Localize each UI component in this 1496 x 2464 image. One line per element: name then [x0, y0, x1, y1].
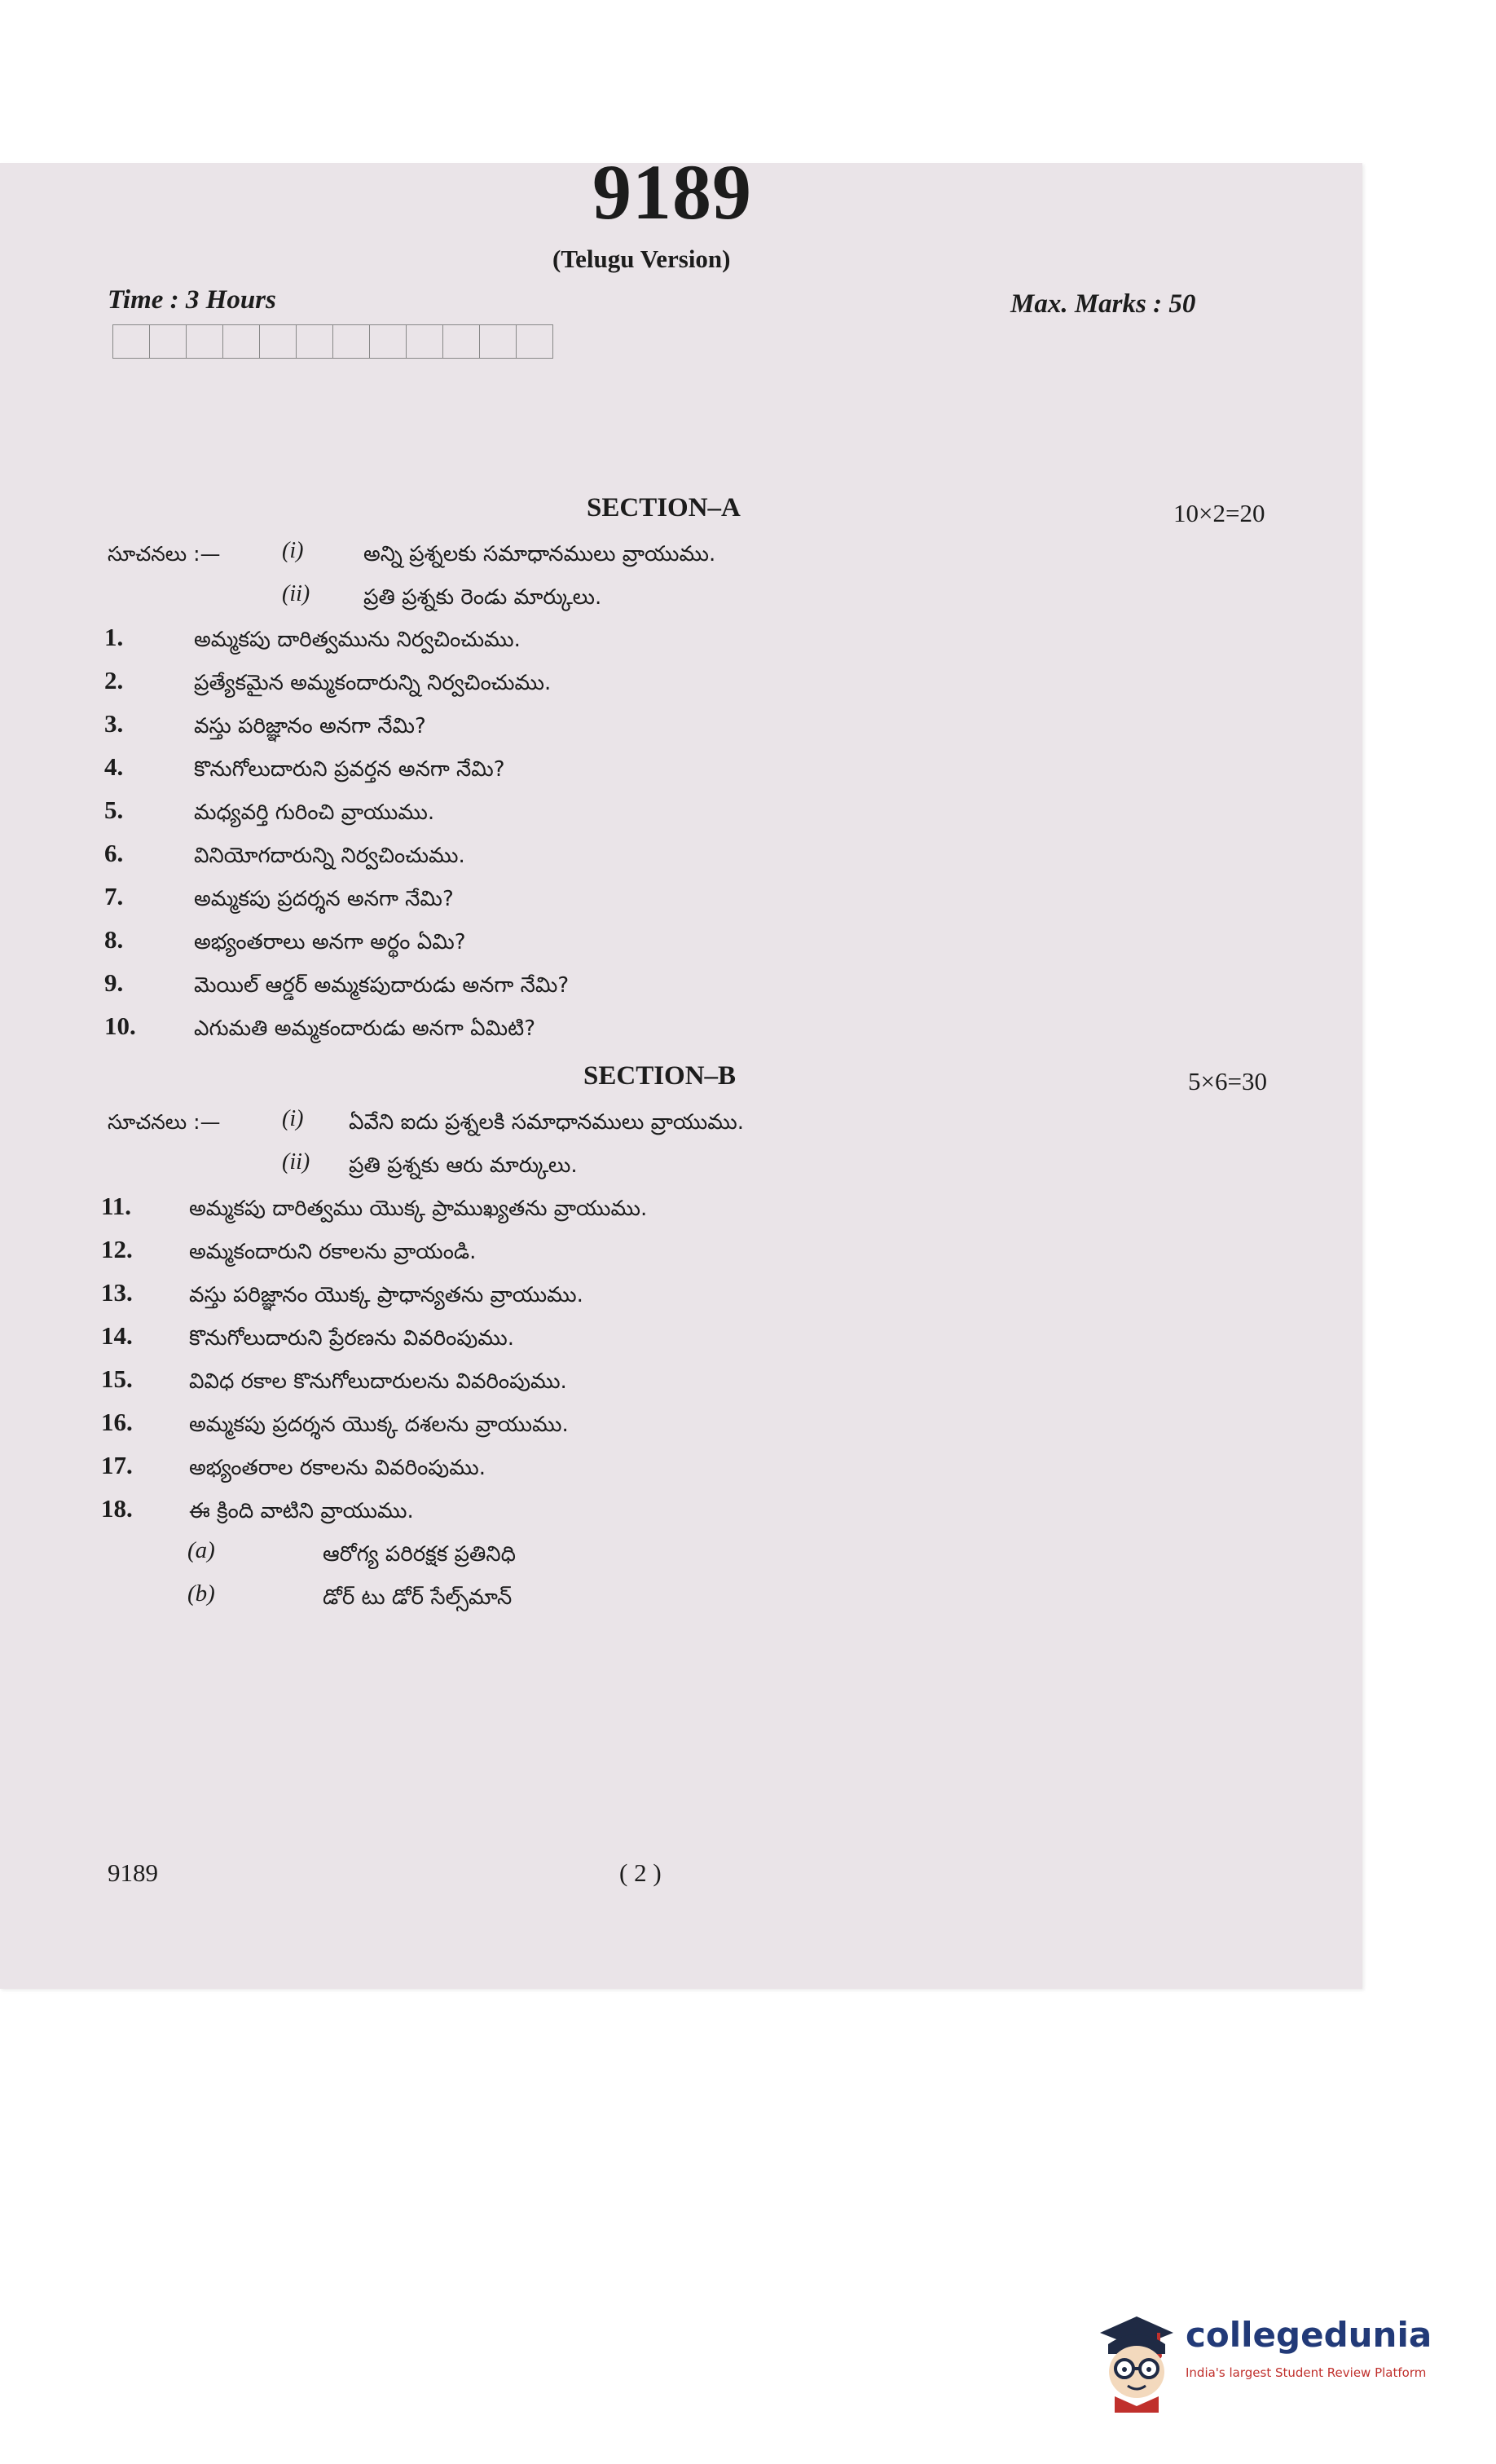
roll-box	[222, 324, 260, 359]
sub-item-number: (b)	[187, 1580, 215, 1607]
question-text: అమ్మకపు ప్రదర్శన యొక్క దశలను వ్రాయుము.	[189, 1413, 569, 1437]
version-label: (Telugu Version)	[552, 245, 731, 273]
instruction-text: ఏవేని ఐదు ప్రశ్నలకి సమాధానములు వ్రాయుము.	[349, 1110, 745, 1135]
section-a-title: SECTION–A	[587, 493, 741, 522]
brand-tagline: India's largest Student Review Platform	[1186, 2365, 1427, 2380]
question-text: కొనుగోలుదారుని ప్రేరణను వివరింపుము.	[189, 1326, 515, 1351]
roll-box	[149, 324, 187, 359]
paper-code-title: 9189	[592, 148, 752, 236]
question-number: 8.	[104, 925, 124, 954]
roll-box	[442, 324, 480, 359]
section-b-marks: 5×6=30	[1188, 1067, 1267, 1095]
section-a-note-label: సూచనలు :—	[108, 542, 221, 566]
question-text: అమ్మకపు దారిత్వమును నిర్వచించుము.	[194, 628, 521, 652]
roll-number-boxes	[112, 324, 552, 359]
instruction-number: (ii)	[282, 581, 310, 606]
roll-box	[296, 324, 333, 359]
page-number: ( 2 )	[619, 1858, 662, 1887]
question-text: అమ్మకపు ప్రదర్శన అనగా నేమి?	[194, 887, 454, 911]
question-number: 9.	[104, 968, 124, 997]
mascot-logo-icon	[1092, 2308, 1181, 2414]
sub-item-text: ఆరోగ్య పరిరక్షక ప్రతినిధి	[323, 1542, 516, 1567]
question-number: 5.	[104, 796, 124, 824]
question-text: అమ్మకందారుని రకాలను వ్రాయండి.	[189, 1240, 477, 1264]
question-text: వస్తు పరిజ్ఞానం యొక్క ప్రాధాన్యతను వ్రాయుము.	[189, 1283, 583, 1307]
question-number: 16.	[101, 1408, 133, 1436]
roll-box	[112, 324, 150, 359]
question-number: 11.	[101, 1192, 132, 1220]
roll-box	[516, 324, 553, 359]
section-b-note-label: సూచనలు :—	[108, 1110, 221, 1134]
time-allowed: Time : 3 Hours	[108, 285, 276, 315]
question-text: వివిధ రకాల కొనుగోలుదారులను వివరింపుము.	[189, 1369, 567, 1394]
question-text: ఈ క్రింది వాటిని వ్రాయుము.	[189, 1499, 414, 1523]
instruction-text: ప్రతి ప్రశ్నకు ఆరు మార్కులు.	[349, 1153, 578, 1178]
question-number: 10.	[104, 1012, 136, 1040]
question-text: వస్తు పరిజ్ఞానం అనగా నేమి?	[194, 714, 426, 738]
instruction-number: (i)	[282, 1106, 304, 1131]
sub-item-text: డోర్ టు డోర్ సేల్స్‌మాన్	[323, 1585, 513, 1610]
roll-box	[332, 324, 370, 359]
question-number: 12.	[101, 1235, 133, 1263]
roll-box	[259, 324, 297, 359]
section-a-marks: 10×2=20	[1173, 499, 1265, 527]
instruction-number: (i)	[282, 538, 304, 563]
question-text: ఎగుమతి అమ్మకందారుడు అనగా ఏమిటి?	[194, 1016, 536, 1041]
brand-name: collegedunia	[1186, 2315, 1432, 2355]
roll-box	[369, 324, 407, 359]
question-text: కొనుగోలుదారుని ప్రవర్తన అనగా నేమి?	[194, 757, 505, 782]
question-text: మధ్యవర్తి గురించి వ్రాయుము.	[194, 800, 435, 825]
roll-box	[186, 324, 223, 359]
question-number: 18.	[101, 1494, 133, 1523]
question-number: 6.	[104, 839, 124, 867]
instruction-number: (ii)	[282, 1149, 310, 1175]
instruction-text: అన్ని ప్రశ్నలకు సమాధానములు వ్రాయుము.	[363, 542, 716, 566]
section-b-title: SECTION–B	[583, 1061, 737, 1091]
max-marks: Max. Marks : 50	[1010, 289, 1196, 319]
question-text: అమ్మకపు దారిత్వము యొక్క ప్రాముఖ్యతను వ్రాయుము.	[189, 1197, 648, 1221]
question-text: వినియోగదారున్ని నిర్వచించుము.	[194, 844, 465, 868]
question-text: అభ్యంతరాలు అనగా అర్థం ఏమి?	[194, 930, 466, 954]
sub-item-number: (a)	[187, 1537, 215, 1563]
question-number: 1.	[104, 623, 124, 651]
question-number: 13.	[101, 1278, 133, 1307]
question-number: 4.	[104, 752, 124, 781]
question-number: 2.	[104, 666, 124, 694]
question-number: 7.	[104, 882, 124, 910]
instruction-text: ప్రతి ప్రశ్నకు రెండు మార్కులు.	[363, 585, 602, 610]
question-number: 3.	[104, 709, 124, 738]
question-number: 14.	[101, 1321, 133, 1350]
footer-paper-code: 9189	[108, 1858, 158, 1887]
question-number: 15.	[101, 1364, 133, 1393]
question-text: ప్రత్యేకమైన అమ్మకందారున్ని నిర్వచించుము.	[194, 671, 552, 695]
roll-box	[406, 324, 443, 359]
question-number: 17.	[101, 1451, 133, 1479]
question-text: మెయిల్ ఆర్డర్ అమ్మకపుదారుడు అనగా నేమి?	[194, 973, 570, 998]
question-text: అభ్యంతరాల రకాలను వివరింపుము.	[189, 1456, 486, 1480]
roll-box	[479, 324, 517, 359]
